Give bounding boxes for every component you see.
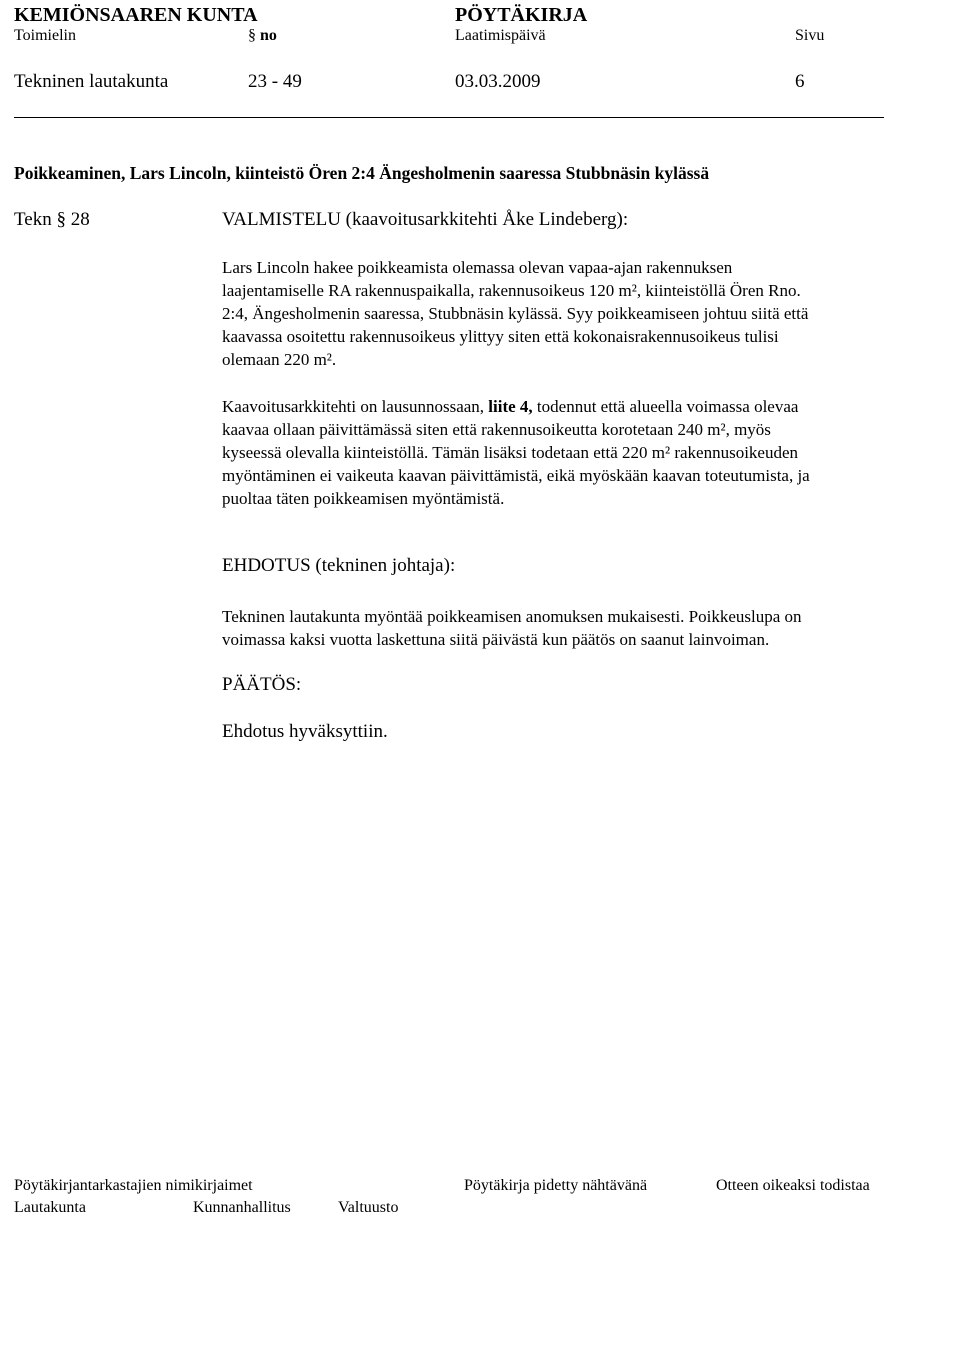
section-symbol: § — [248, 27, 256, 44]
paragraph-line — [222, 395, 922, 418]
paragraph-line: laajentamiselle RA rakennuspaikalla, rakennusoikeus 120 m², kiinteistöllä Ören Rno. — [222, 281, 801, 300]
org-name: KEMIÖNSAAREN KUNTA — [14, 4, 258, 26]
proposal-heading: EHDOTUS (tekninen johtaja): — [222, 555, 456, 576]
paragraph-line: myöntäminen ei vaikeuta kaavan päivittämistä, eikä myöskään kaavan toteutumista, ja — [222, 466, 810, 485]
footer-board-label: Lautakunta — [14, 1199, 86, 1216]
paragraph-line: olemaan 220 m². — [222, 350, 337, 369]
ref-number: 28 — [70, 209, 90, 230]
paragraph-line: voimassa kaksi vuotta laskettuna siitä päivästä kun päätös on saanut lainvoiman. — [222, 630, 770, 649]
statement-text-a: Kaavoitusarkkitehti on lausunnossaan, — [222, 397, 489, 416]
document-type: PÖYTÄKIRJA — [455, 4, 588, 26]
decision-heading: PÄÄTÖS: — [222, 674, 302, 695]
preparation-paragraph — [222, 256, 922, 371]
footer-certified-label: Otteen oikeaksi todistaa — [716, 1177, 870, 1194]
statement-paragraph — [222, 395, 922, 510]
footer-council-label: Valtuusto — [338, 1199, 399, 1216]
ref-prefix: Tekn — [14, 209, 52, 230]
attachment-reference: liite 4, — [488, 397, 533, 416]
ref-section-symbol: § — [56, 209, 66, 230]
proposal-paragraph — [222, 605, 922, 651]
paragraph-line: 2:4, Ängesholmenin saaressa, Stubbnäsin kylässä. Syy poikkeamiseen johtuu siitä että — [222, 304, 809, 323]
label-no-text: no — [260, 27, 277, 44]
label-date: Laatimispäivä — [455, 27, 546, 44]
paragraph-line: kyseessä olevalla kiinteistöllä. Tämän lisäksi todetaan että 220 m² rakennusoikeuden — [222, 443, 799, 462]
paragraph-line: Lars Lincoln hakee poikkeamista olemassa olevan vapaa-ajan rakennuksen — [222, 258, 733, 277]
footer-initials-label: Pöytäkirjantarkastajien nimikirjaimet — [14, 1177, 253, 1194]
decision-text: Ehdotus hyväksyttiin. — [222, 721, 388, 742]
paragraph-line: puoltaa täten poikkeamisen myöntämistä. — [222, 489, 505, 508]
label-no — [248, 27, 277, 45]
footer-municipal-board-label: Kunnanhallitus — [193, 1199, 291, 1216]
label-body: Toimielin — [14, 27, 76, 44]
value-page: 6 — [795, 71, 805, 92]
preparation-heading: VALMISTELU (kaavoitusarkkitehti Åke Lindeberg): — [222, 209, 629, 230]
paragraph-line: kaavassa osoitettu rakennusoikeus ylittyy siten että kokonaisrakennusoikeus tulisi — [222, 327, 779, 346]
header-divider — [14, 117, 884, 118]
item-reference — [14, 209, 90, 231]
item-title: Poikkeaminen, Lars Lincoln, kiinteistö Ören 2:4 Ängesholmenin saaressa Stubbnäsin kylässä — [14, 163, 710, 183]
value-body: Tekninen lautakunta — [14, 71, 169, 92]
statement-text-b: todennut että alueella voimassa olevaa — [532, 397, 799, 416]
footer-displayed-label: Pöytäkirja pidetty nähtävänä — [464, 1177, 648, 1194]
paragraph-line: kaavaa ollaan päivittämässä siten että rakennusoikeutta korotetaan 240 m², myös — [222, 420, 771, 439]
paragraph-line: Tekninen lautakunta myöntää poikkeamisen anomuksen mukaisesti. Poikkeuslupa on — [222, 607, 802, 626]
value-date: 03.03.2009 — [455, 71, 541, 92]
value-no: 23 - 49 — [248, 71, 302, 92]
label-page: Sivu — [795, 27, 825, 44]
